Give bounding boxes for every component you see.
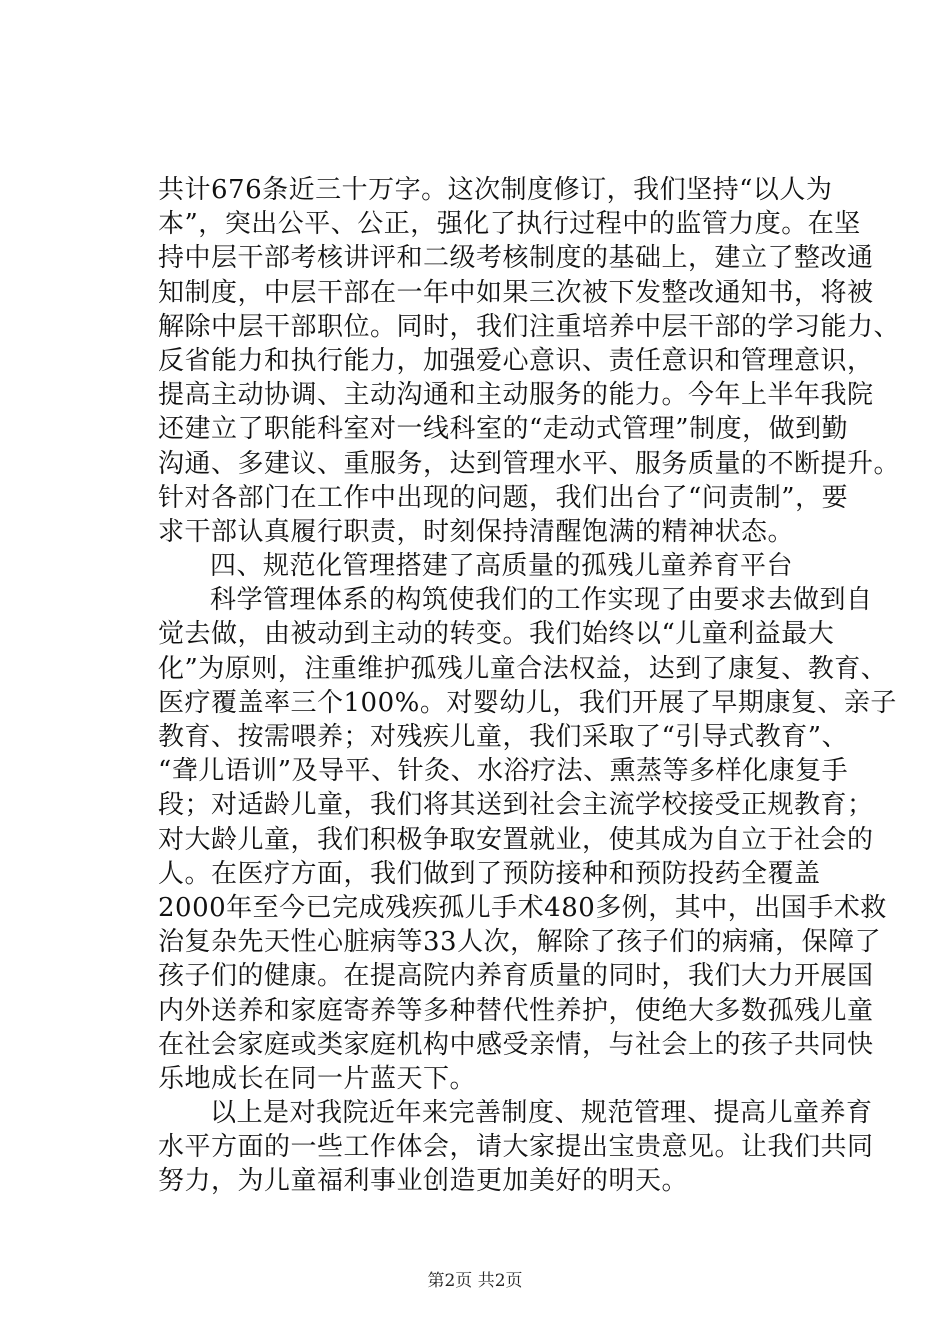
text-line: 沟通、多建议、重服务，达到管理水平、服务质量的不断提升。 (158, 448, 901, 479)
text-line: 共计676条近三十万字。这次制度修订，我们坚持“以人为 (158, 175, 833, 205)
text-line: 反省能力和执行能力，加强爱心意识、责任意识和管理意识， (158, 345, 874, 376)
text-line: 提高主动协调、主动沟通和主动服务的能力。今年上半年我院 (158, 380, 874, 411)
text-line: 知制度，中层干部在一年中如果三次被下发整改通知书，将被 (158, 277, 874, 308)
text-line: 解除中层干部职位。同时，我们注重培养中层干部的学习能力、 (158, 311, 901, 342)
text-line: 水平方面的一些工作体会，请大家提出宝贵意见。让我们共同 (158, 1132, 874, 1163)
document-body (158, 173, 901, 1199)
text-line: 内外送养和家庭寄养等多种替代性养护，使绝大多数孤残儿童 (158, 995, 874, 1026)
text-line: 针对各部门在工作中出现的问题，我们出台了“问责制”，要 (158, 482, 849, 513)
text-line: 求干部认真履行职责，时刻保持清醒饱满的精神状态。 (158, 516, 795, 547)
page-footer (0, 1270, 950, 1292)
text-line: 人。在医疗方面，我们做到了预防接种和预防投药全覆盖 (158, 858, 821, 889)
text-line: 化”为原则，注重维护孤残儿童合法权益，达到了康复、教育、 (158, 653, 888, 684)
text-line: 科学管理体系的构筑使我们的工作实现了由要求去做到自 (210, 585, 873, 616)
text-line: 本”，突出公平、公正，强化了执行过程中的监管力度。在坚 (158, 209, 861, 240)
text-line: 段；对适龄儿童，我们将其送到社会主流学校接受正规教育； (158, 790, 874, 821)
page-number-label: 第2页 共2页 (427, 1271, 523, 1291)
text-line: 2000年至今已完成残疾孤儿手术480多例，其中，出国手术救 (158, 892, 887, 923)
text-line: 持中层干部考核讲评和二级考核制度的基础上，建立了整改通 (158, 243, 874, 274)
text-line: 教育、按需喂养；对残疾儿童，我们采取了“引导式教育”、 (158, 722, 849, 752)
text-line: 以上是对我院近年来完善制度、规范管理、提高儿童养育 (210, 1098, 873, 1129)
text-line: 孩子们的健康。在提高院内养育质量的同时，我们大力开展国 (158, 961, 874, 992)
text-line: 医疗覆盖率三个100%。对婴幼儿，我们开展了早期康复、亲子 (158, 687, 897, 718)
text-line: 治复杂先天性心脏病等33人次，解除了孩子们的病痛，保障了 (158, 927, 882, 958)
text-line: 对大龄儿童，我们积极争取安置就业，使其成为自立于社会的 (158, 824, 874, 855)
text-line: 在社会家庭或类家庭机构中感受亲情，与社会上的孩子共同快 (158, 1029, 874, 1060)
section-heading: 四、规范化管理搭建了高质量的孤残儿童养育平台 (210, 551, 794, 582)
text-line: “聋儿语训”及导平、针灸、水浴疗法、熏蒸等多样化康复手 (158, 756, 849, 787)
text-line: 觉去做，由被动到主动的转变。我们始终以“儿童利益最大 (158, 619, 835, 650)
text-line: 努力，为儿童福利事业创造更加美好的明天。 (158, 1166, 689, 1197)
text-line: 还建立了职能科室对一线科室的“走动式管理”制度，做到勤 (158, 414, 849, 445)
text-line: 乐地成长在同一片蓝天下。 (158, 1063, 477, 1094)
